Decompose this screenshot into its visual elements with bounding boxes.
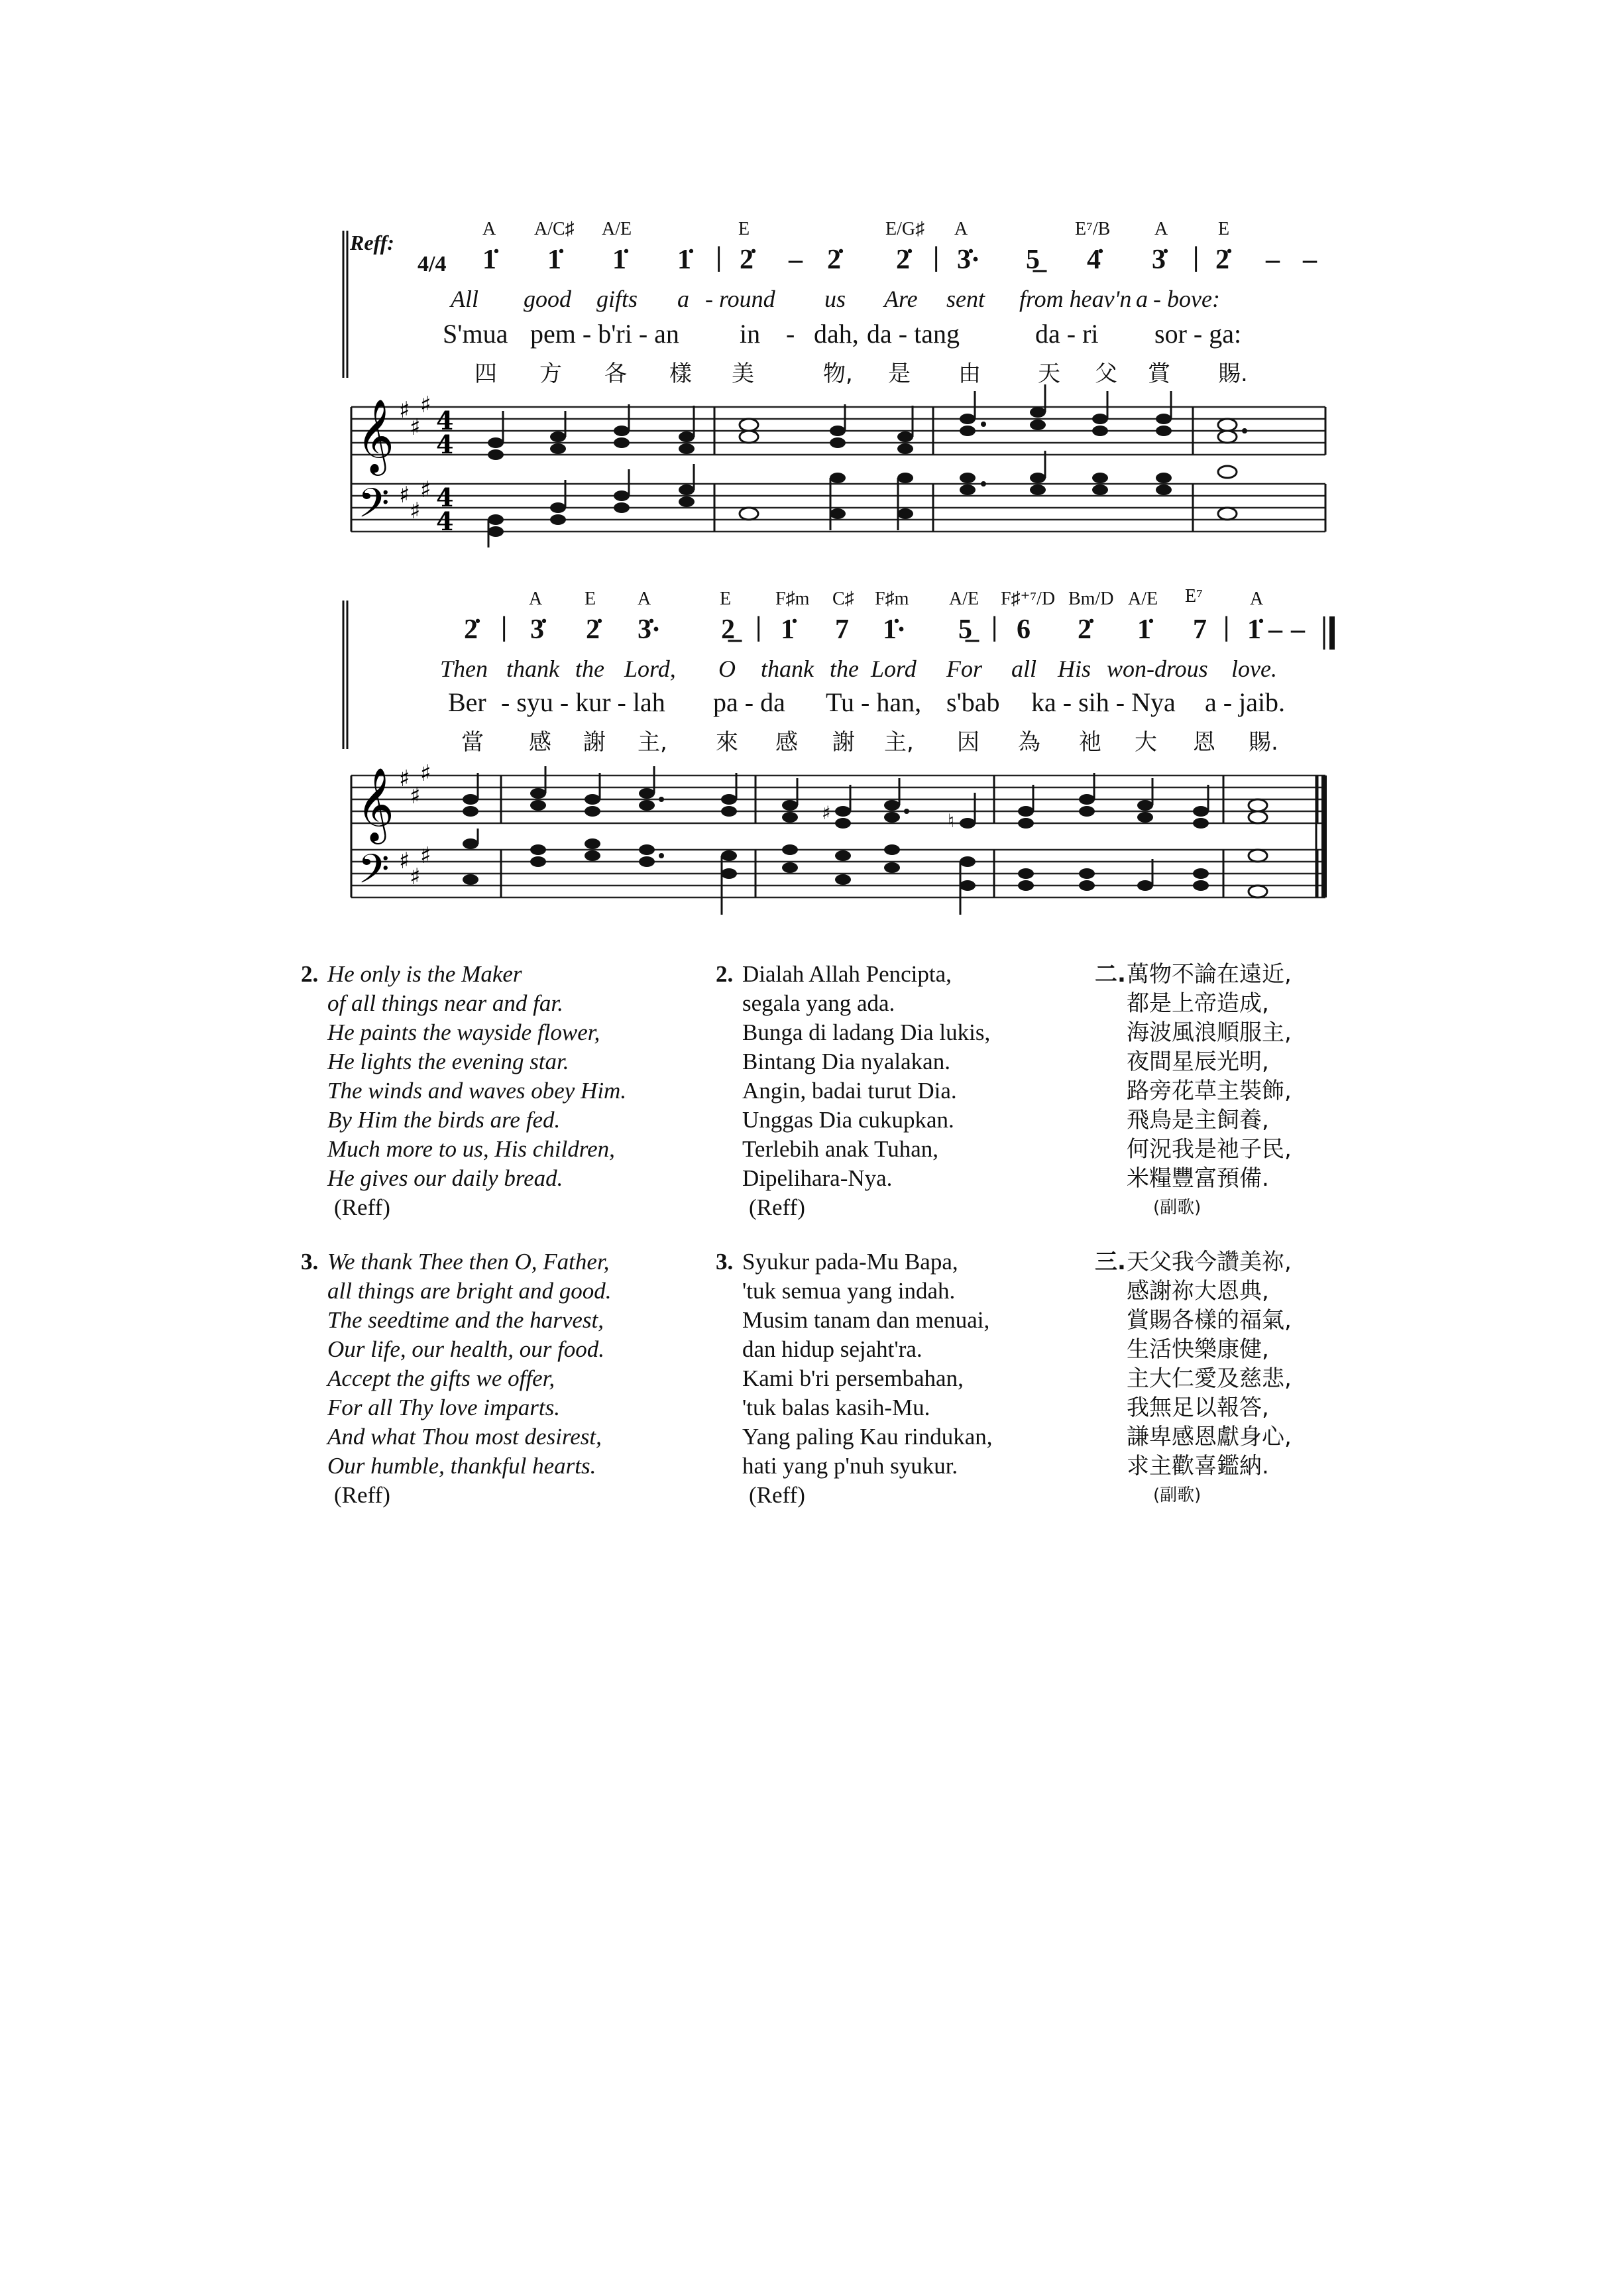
lyric-id: dah, bbox=[814, 319, 859, 349]
lyric-zh: 主, bbox=[638, 729, 667, 756]
verse-line: By Him the birds are fed. bbox=[327, 1107, 561, 1133]
verse-en-2 bbox=[301, 960, 627, 1222]
verse-number: 3. bbox=[301, 1249, 319, 1275]
chord-symbol: A bbox=[638, 589, 651, 609]
lyric-id: pem - b'ri - an bbox=[530, 319, 679, 349]
jianpu-note: 2̇ bbox=[586, 614, 600, 645]
verse-reff: (Reff) bbox=[334, 1194, 390, 1220]
jianpu-note: 5̲ bbox=[958, 614, 972, 645]
svg-text:♯: ♯ bbox=[399, 397, 410, 424]
verse-zh-3 bbox=[1095, 1247, 1292, 1510]
barline: | bbox=[1193, 242, 1200, 272]
chord-symbol: E bbox=[738, 219, 750, 239]
lyric-id: sor - ga: bbox=[1154, 319, 1242, 349]
jianpu-dash: – bbox=[1303, 245, 1317, 275]
verse-line: He gives our daily bread. bbox=[327, 1165, 563, 1191]
jianpu-note: 2̇ bbox=[1078, 614, 1091, 645]
svg-text:♯: ♯ bbox=[822, 802, 831, 824]
lyric-en: won-drous bbox=[1107, 656, 1208, 682]
verse-number: 2. bbox=[301, 961, 319, 987]
jianpu-dash: – bbox=[1266, 245, 1280, 275]
chord-symbol: A/E bbox=[949, 589, 979, 609]
verse-line: Accept the gifts we offer, bbox=[327, 1365, 555, 1391]
lyric-en: Lord, bbox=[624, 656, 676, 682]
jianpu-note: 2̇ bbox=[896, 245, 910, 275]
lyric-zh: 主, bbox=[884, 729, 914, 756]
verse-line: 萬物不論在遠近, bbox=[1127, 961, 1292, 988]
jianpu-note: 1̇ bbox=[482, 245, 496, 275]
key-signature-1 bbox=[399, 392, 431, 524]
lyric-en: the bbox=[830, 656, 859, 682]
verse-line: 主大仁愛及慈悲, bbox=[1127, 1365, 1292, 1392]
lyric-en: O bbox=[718, 656, 736, 682]
lyric-zh: 恩 bbox=[1193, 729, 1215, 756]
verse-id-3 bbox=[716, 1247, 993, 1510]
verse-line: 天父我今讚美祢, bbox=[1127, 1249, 1292, 1275]
lyric-zh: 來 bbox=[716, 729, 738, 756]
lyric-en: the bbox=[575, 656, 604, 682]
verse-line: hati yang p'nuh syukur. bbox=[742, 1453, 958, 1479]
lyric-id: pa - da bbox=[713, 687, 785, 717]
verse-line: 求主歡喜鑑納. bbox=[1127, 1453, 1269, 1479]
verse-line: Bintang Dia nyalakan. bbox=[742, 1049, 950, 1074]
verse-zh-2 bbox=[1095, 960, 1292, 1222]
lyric-en: from heav'n bbox=[1019, 286, 1132, 312]
lyric-en: thank bbox=[761, 656, 814, 682]
lyric-zh: 賜. bbox=[1218, 361, 1248, 387]
verse-line: For all Thy love imparts. bbox=[327, 1395, 560, 1420]
svg-text:♯: ♯ bbox=[410, 864, 421, 890]
verse-line: 生活快樂康健, bbox=[1127, 1336, 1269, 1363]
lyric-id: - bbox=[786, 319, 795, 349]
verse-reff: (副歌) bbox=[1153, 1198, 1202, 1218]
chord-symbol: A/E bbox=[1128, 589, 1158, 609]
svg-text:4: 4 bbox=[436, 430, 454, 459]
jianpu-note: 3̇· bbox=[957, 245, 981, 275]
svg-text:♯: ♯ bbox=[420, 760, 431, 787]
verse-number: 二. bbox=[1095, 961, 1126, 988]
verse-line: Much more to us, His children, bbox=[327, 1136, 615, 1162]
svg-text:♯: ♯ bbox=[410, 498, 421, 524]
jianpu-note: 5̲ bbox=[1026, 245, 1040, 275]
chord-symbol: F♯m bbox=[775, 589, 810, 609]
svg-text:♯: ♯ bbox=[420, 477, 431, 503]
verse-line: Terlebih anak Tuhan, bbox=[742, 1136, 938, 1162]
jianpu-note: 2̲ bbox=[721, 614, 735, 645]
verse-line: dan hidup sejaht'ra. bbox=[742, 1336, 922, 1362]
lyric-id: s'bab bbox=[946, 687, 1000, 717]
lyric-zh: 為 bbox=[1018, 729, 1040, 756]
chord-symbol: A bbox=[482, 219, 496, 239]
verse-line: Musim tanam dan menuai, bbox=[742, 1307, 990, 1333]
verse-number: 3. bbox=[716, 1249, 734, 1275]
verse-line: Bunga di ladang Dia lukis, bbox=[742, 1019, 991, 1045]
verse-line: 海波風浪順服主, bbox=[1127, 1019, 1292, 1046]
lyric-id: a - jaib. bbox=[1205, 687, 1286, 717]
lyric-id: in bbox=[740, 319, 761, 349]
verse-id-2 bbox=[716, 960, 991, 1222]
lyric-id: - syu - kur - lah bbox=[501, 687, 665, 717]
verse-line: Angin, badai turut Dia. bbox=[742, 1078, 957, 1104]
final-barline-jianpu bbox=[1324, 616, 1335, 650]
chord-symbol: C♯ bbox=[832, 589, 854, 609]
verse-line: 路旁花草主裝飾, bbox=[1127, 1078, 1292, 1104]
treble-clef-icon: 𝄞 bbox=[357, 398, 394, 473]
verse-line: Unggas Dia cukupkan. bbox=[742, 1107, 954, 1133]
verse-line: 夜間星辰光明, bbox=[1127, 1049, 1269, 1075]
lyric-en: Lord bbox=[871, 656, 917, 682]
lyric-zh: 方 bbox=[539, 361, 562, 387]
verse-line: The seedtime and the harvest, bbox=[327, 1307, 604, 1333]
verse-line: He only is the Maker bbox=[327, 961, 522, 987]
jianpu-note: 7 bbox=[835, 614, 849, 645]
barline: | bbox=[755, 612, 762, 642]
jianpu-note: 2̇ bbox=[740, 245, 754, 275]
lyric-en: a bbox=[1136, 286, 1148, 312]
lyric-id: Ber bbox=[448, 687, 486, 717]
verse-line: Dipelihara-Nya. bbox=[742, 1165, 893, 1191]
lyric-zh: 祂 bbox=[1079, 729, 1101, 756]
lyric-zh: 謝 bbox=[832, 729, 855, 756]
verse-line: Our humble, thankful hearts. bbox=[327, 1453, 596, 1479]
svg-text:♯: ♯ bbox=[410, 783, 421, 809]
lyric-en: All bbox=[451, 286, 478, 312]
verse-line: Yang paling Kau rindukan, bbox=[742, 1424, 993, 1450]
jianpu-note: 2̇ bbox=[1215, 245, 1229, 275]
chord-symbol: E⁷ bbox=[1185, 586, 1203, 606]
chord-symbol: E bbox=[720, 589, 732, 609]
lyric-en: gifts bbox=[596, 286, 638, 312]
verse-reff: (Reff) bbox=[749, 1194, 805, 1220]
lyric-en: love. bbox=[1231, 656, 1277, 682]
chord-symbol: E bbox=[585, 589, 596, 609]
svg-text:♯: ♯ bbox=[399, 766, 410, 792]
lyric-en: sent bbox=[946, 286, 985, 312]
lyric-zh: 各 bbox=[604, 361, 627, 387]
lyric-en: a bbox=[677, 286, 689, 312]
jianpu-note: 1̇ bbox=[781, 614, 795, 645]
lyric-zh: 四 bbox=[475, 361, 497, 387]
chord-symbol: E⁷/B bbox=[1075, 219, 1111, 239]
lyric-zh: 父 bbox=[1095, 361, 1117, 387]
jianpu-note: 2̇ bbox=[464, 614, 478, 645]
verse-line: Syukur pada-Mu Bapa, bbox=[742, 1249, 958, 1275]
time-signature-staff-1 bbox=[436, 406, 453, 536]
svg-text:♮: ♮ bbox=[948, 810, 955, 832]
key-signature-2 bbox=[399, 760, 431, 890]
chord-symbol: A/C♯ bbox=[534, 219, 575, 239]
svg-text:♯: ♯ bbox=[410, 414, 421, 441]
lyric-id: ka - sih - Nya bbox=[1031, 687, 1176, 717]
lyric-zh: 因 bbox=[957, 729, 979, 756]
jianpu-note: 3̇ bbox=[1152, 245, 1166, 275]
lyric-zh: 美 bbox=[732, 361, 754, 387]
verse-line: 感謝祢大恩典, bbox=[1127, 1278, 1269, 1304]
verse-line: We thank Thee then O, Father, bbox=[327, 1249, 610, 1275]
lyric-en: - round bbox=[705, 286, 775, 312]
barline: | bbox=[1223, 612, 1230, 642]
lyric-id: S'mua bbox=[443, 319, 508, 349]
svg-text:♯: ♯ bbox=[420, 842, 431, 869]
treble-notes-1 bbox=[488, 384, 1247, 460]
refrain-label: Reff: bbox=[350, 231, 394, 255]
lyric-zh: 大 bbox=[1135, 729, 1157, 756]
verse-line: He paints the wayside flower, bbox=[327, 1019, 600, 1045]
barline: | bbox=[991, 612, 998, 642]
barlines-2 bbox=[351, 775, 1317, 897]
treble-staff-2 bbox=[351, 775, 1325, 823]
chord-symbol: F♯⁺⁷/D bbox=[1001, 589, 1056, 609]
jianpu-note: 7 bbox=[1193, 614, 1207, 645]
lyric-zh: 謝 bbox=[583, 729, 606, 756]
verse-line: 'tuk semua yang indah. bbox=[742, 1278, 956, 1304]
lyric-en: all bbox=[1011, 656, 1037, 682]
chord-symbol: A/E bbox=[602, 219, 632, 239]
jianpu-note: 1̇ bbox=[1247, 614, 1261, 645]
lyric-en: good bbox=[524, 286, 571, 312]
barline: | bbox=[716, 242, 722, 272]
bass-clef-icon: 𝄢 bbox=[358, 480, 390, 537]
lyric-zh: 感 bbox=[775, 729, 798, 756]
chord-symbol: Bm/D bbox=[1068, 589, 1114, 609]
lyric-id: Tu - han, bbox=[826, 687, 922, 717]
jianpu-note: 3̇ bbox=[530, 614, 544, 645]
verse-line: He lights the evening star. bbox=[327, 1049, 569, 1074]
chord-symbol: E/G♯ bbox=[885, 219, 925, 239]
lyric-zh: 是 bbox=[888, 361, 911, 387]
verse-reff: (副歌) bbox=[1153, 1485, 1202, 1505]
chord-symbol: F♯m bbox=[875, 589, 909, 609]
verse-line: 賞賜各樣的福氣, bbox=[1127, 1307, 1292, 1334]
lyric-en: His bbox=[1058, 656, 1091, 682]
jianpu-note: 1̇ bbox=[677, 245, 691, 275]
lyric-en: thank bbox=[506, 656, 559, 682]
lyric-zh: 由 bbox=[958, 361, 981, 387]
barline: | bbox=[501, 612, 508, 642]
verse-reff: (Reff) bbox=[749, 1482, 805, 1508]
jianpu-note: 1̇ bbox=[547, 245, 561, 275]
jianpu-note: 1̇· bbox=[883, 614, 907, 645]
verse-en-3 bbox=[301, 1247, 612, 1510]
lyric-en: For bbox=[946, 656, 982, 682]
jianpu-note: 6 bbox=[1017, 614, 1031, 645]
chord-symbol: A bbox=[1154, 219, 1168, 239]
bass-notes-2 bbox=[463, 829, 1267, 915]
bass-notes-1 bbox=[488, 451, 1237, 547]
verse-line: all things are bright and good. bbox=[327, 1278, 612, 1304]
jianpu-note: 3̇· bbox=[638, 614, 661, 645]
lyric-en: Are bbox=[884, 286, 918, 312]
treble-clef-icon: 𝄞 bbox=[357, 767, 394, 841]
verse-line: The winds and waves obey Him. bbox=[327, 1078, 627, 1104]
verse-line: 都是上帝造成, bbox=[1127, 990, 1269, 1017]
verse-reff: (Reff) bbox=[334, 1482, 390, 1508]
verse-line: 飛鳥是主飼養, bbox=[1127, 1107, 1269, 1133]
bass-clef-icon: 𝄢 bbox=[358, 846, 390, 903]
verse-line: Dialah Allah Pencipta, bbox=[742, 961, 952, 987]
barline: | bbox=[933, 242, 940, 272]
verse-line: Our life, our health, our food. bbox=[327, 1336, 605, 1362]
verse-line: of all things near and far. bbox=[327, 990, 563, 1016]
verse-line: 'tuk balas kasih-Mu. bbox=[742, 1395, 930, 1420]
svg-text:♯: ♯ bbox=[420, 392, 431, 418]
chord-symbol: A bbox=[1250, 589, 1264, 609]
piano-score bbox=[0, 0, 1621, 928]
time-signature: 4/4 bbox=[418, 252, 447, 276]
lyric-zh: 天 bbox=[1038, 361, 1060, 387]
lyric-en: us bbox=[824, 286, 846, 312]
lyric-id: da - ri bbox=[1035, 319, 1099, 349]
chord-symbol: A bbox=[529, 589, 543, 609]
svg-text:♯: ♯ bbox=[399, 482, 410, 508]
svg-text:♯: ♯ bbox=[399, 848, 410, 874]
verse-line: segala yang ada. bbox=[742, 990, 895, 1016]
lyric-zh: 當 bbox=[461, 729, 484, 756]
verse-line: 謙卑感恩獻身心, bbox=[1127, 1424, 1292, 1450]
chord-symbol: A bbox=[954, 219, 968, 239]
verse-line: 米糧豐富預備. bbox=[1127, 1165, 1269, 1192]
verse-number: 三. bbox=[1095, 1249, 1126, 1275]
verse-number: 2. bbox=[716, 961, 734, 987]
verse-line: And what Thou most desirest, bbox=[327, 1424, 602, 1450]
lyric-id: da - tang bbox=[867, 319, 960, 349]
verse-line: 我無足以報答, bbox=[1127, 1395, 1269, 1421]
lyric-en: Then bbox=[440, 656, 488, 682]
chord-symbol: E bbox=[1218, 219, 1230, 239]
lyric-zh: 賞 bbox=[1148, 361, 1170, 387]
svg-text:4: 4 bbox=[436, 483, 454, 512]
svg-text:4: 4 bbox=[436, 506, 454, 536]
lyric-zh: 賜. bbox=[1249, 729, 1278, 756]
lyric-zh: 物, bbox=[823, 361, 853, 387]
verse-line: 何況我是祂子民, bbox=[1127, 1136, 1292, 1163]
lyric-zh: 感 bbox=[529, 729, 551, 756]
jianpu-note: 1̇ bbox=[1137, 614, 1151, 645]
jianpu-dash: – bbox=[1268, 614, 1282, 645]
lyric-en: - bove: bbox=[1153, 286, 1220, 312]
jianpu-note: 4̇ bbox=[1087, 245, 1101, 275]
jianpu-note: 1̇ bbox=[612, 245, 626, 275]
verse-line: Kami b'ri persembahan, bbox=[742, 1365, 964, 1391]
lyric-zh: 樣 bbox=[669, 361, 692, 387]
svg-text:4: 4 bbox=[436, 406, 454, 435]
jianpu-note: 2̇ bbox=[827, 245, 841, 275]
jianpu-dash: – bbox=[1291, 614, 1305, 645]
jianpu-dash: – bbox=[789, 245, 803, 275]
